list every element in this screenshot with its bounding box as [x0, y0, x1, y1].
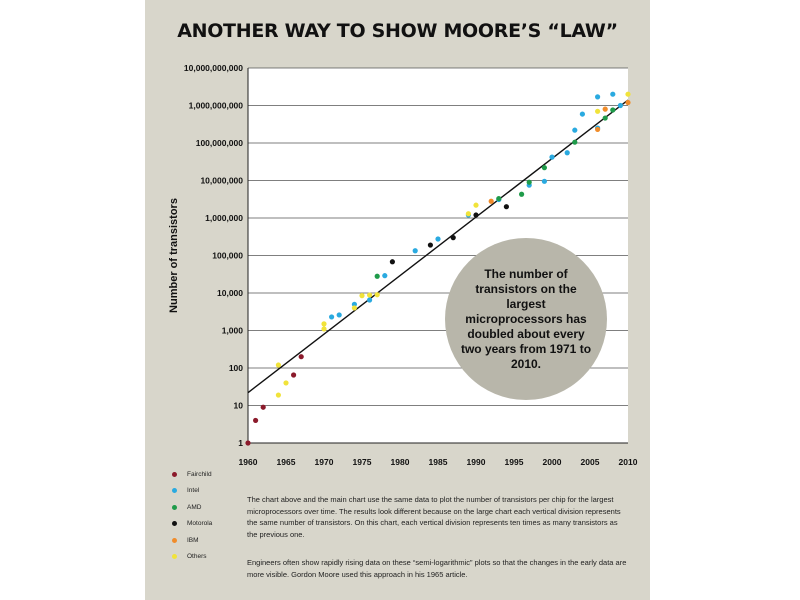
x-tick-label: 1965: [276, 457, 296, 467]
legend-label-ibm: IBM: [187, 536, 199, 544]
point-motorola: [451, 235, 456, 240]
legend-dot-others: [172, 554, 177, 559]
legend-item-amd: [172, 499, 212, 516]
point-ibm: [595, 127, 600, 132]
y-tick-label: 1,000,000: [205, 213, 243, 223]
point-intel: [618, 103, 623, 108]
y-tick-label: 10,000,000: [200, 175, 243, 186]
point-ibm: [603, 107, 608, 112]
legend-dot-fairchild: [172, 472, 177, 477]
point-intel: [382, 273, 387, 278]
point-amd: [572, 140, 577, 145]
point-intel: [413, 248, 418, 253]
legend-label-fairchild: Fairchild: [187, 470, 212, 478]
point-others: [367, 292, 372, 297]
point-motorola: [473, 212, 478, 217]
point-ibm: [625, 100, 630, 105]
x-tick-label: 1980: [390, 457, 410, 467]
x-tick-label: 1970: [314, 457, 334, 467]
point-motorola: [504, 204, 509, 209]
point-fairchild: [299, 354, 304, 359]
point-others: [276, 362, 281, 367]
x-tick-label: 1960: [238, 457, 258, 467]
point-intel: [367, 297, 372, 302]
x-tick-label: 2010: [618, 457, 638, 467]
point-others: [375, 292, 380, 297]
point-others: [321, 321, 326, 326]
point-others: [359, 293, 364, 298]
x-tick-label: 2000: [542, 457, 562, 467]
point-intel: [572, 128, 577, 133]
y-axis-title: Number of transistors: [168, 198, 180, 313]
point-amd: [610, 107, 615, 112]
legend-item-ibm: [172, 532, 212, 549]
callout-circle: [445, 238, 607, 400]
legend-item-others: [172, 549, 212, 566]
point-intel: [542, 179, 547, 184]
legend-label-intel: Intel: [187, 487, 200, 495]
x-tick-label: 1995: [504, 457, 524, 467]
point-others: [352, 305, 357, 310]
point-intel: [329, 314, 334, 319]
caption-paragraph-2: Engineers often show rapidly rising data on these “semi-logarithmic” plots so that the changes in the early data are more visible. Gordon Moore used this approach in his 1965 article.: [247, 558, 627, 579]
callout-text: The number of transistors on the largest microprocessors has doubled about every two years from 1971 to 2010.: [460, 266, 592, 371]
legend-label-others: Others: [187, 553, 207, 561]
point-others: [473, 203, 478, 208]
x-tick-label: 1985: [428, 457, 448, 467]
point-intel: [580, 111, 585, 116]
point-others: [321, 326, 326, 331]
point-amd: [527, 180, 532, 185]
y-tick-label: 10,000,000,000: [183, 63, 243, 73]
point-amd: [542, 165, 547, 170]
y-tick-label: 1,000,000,000: [188, 100, 243, 111]
point-intel: [435, 236, 440, 241]
legend-dot-intel: [172, 488, 177, 493]
legend-label-motorola: Motorola: [187, 520, 213, 528]
point-fairchild: [253, 418, 258, 423]
point-amd: [519, 192, 524, 197]
point-motorola: [428, 242, 433, 247]
legend: [172, 466, 212, 565]
point-fairchild: [291, 372, 296, 377]
legend-dot-ibm: [172, 538, 177, 543]
point-others: [283, 380, 288, 385]
point-intel: [549, 155, 554, 160]
point-intel: [565, 150, 570, 155]
legend-dot-motorola: [172, 521, 177, 526]
legend-item-motorola: [172, 516, 212, 533]
caption-paragraph-1: The chart above and the main chart use the same data to plot the number of transistors per chip for the largest microprocessors over time. The results look different because on the large chart each vertical division represents the same number of transistors. On this chart, each vertical division represents ten times as many transistors as the previous one.: [247, 495, 621, 539]
point-amd: [496, 196, 501, 201]
y-tick-label: 1: [238, 438, 243, 448]
y-tick-label: 100,000,000: [195, 138, 243, 148]
y-tick-label: 10: [233, 400, 243, 411]
x-tick-label: 1975: [352, 457, 372, 467]
point-intel: [595, 94, 600, 99]
chart-title: ANOTHER WAY TO SHOW MOORE’S “LAW”: [177, 20, 618, 42]
y-tick-label: 1,000: [221, 325, 243, 336]
point-others: [466, 211, 471, 216]
point-ibm: [489, 199, 494, 204]
y-tick-label: 10,000: [217, 288, 243, 298]
x-tick-label: 2005: [580, 457, 600, 467]
point-amd: [603, 115, 608, 120]
point-amd: [375, 274, 380, 279]
point-motorola: [390, 259, 395, 264]
legend-item-fairchild: [172, 466, 212, 483]
y-tick-label: 100,000: [212, 250, 243, 261]
point-others: [625, 92, 630, 97]
point-fairchild: [261, 405, 266, 410]
legend-label-amd: AMD: [187, 503, 202, 511]
x-tick-label: 1990: [466, 457, 486, 467]
y-tick-label: 100: [228, 363, 243, 373]
point-others: [276, 392, 281, 397]
point-intel: [337, 312, 342, 317]
legend-dot-amd: [172, 505, 177, 510]
point-others: [595, 109, 600, 114]
legend-item-intel: [172, 483, 212, 500]
point-intel: [610, 92, 615, 97]
point-fairchild: [245, 440, 250, 445]
